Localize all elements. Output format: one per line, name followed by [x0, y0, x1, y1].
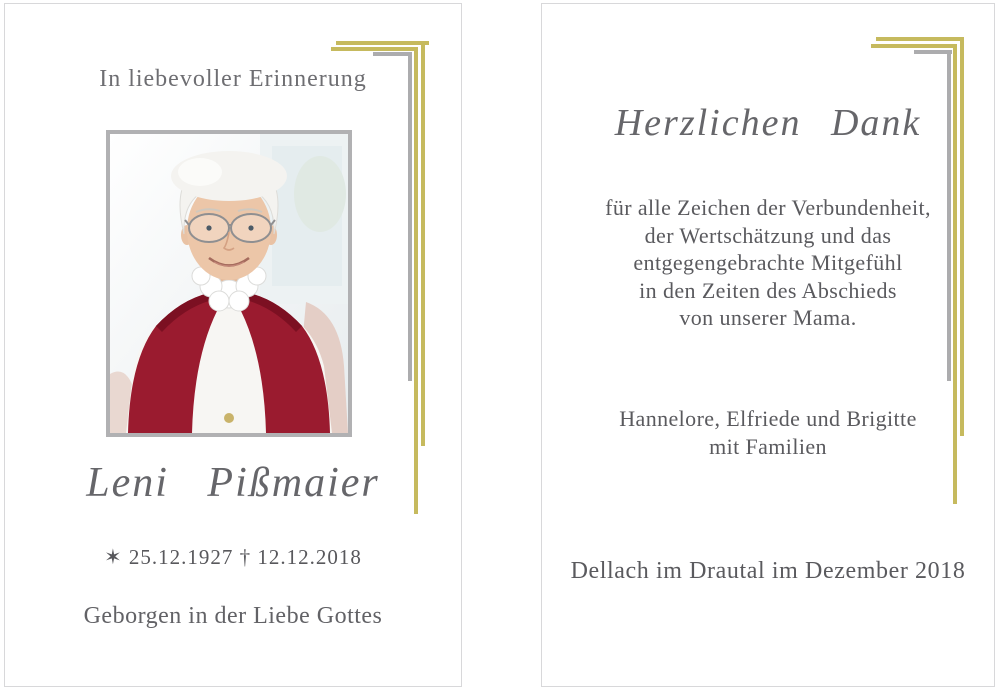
corner-ornament-gold-line [421, 41, 425, 446]
portrait-photo-illustration [110, 134, 348, 433]
corner-ornament-gold-line [871, 44, 954, 48]
corner-ornament-gold-line [336, 41, 429, 45]
thanks-body-line: für alle Zeichen der Verbundenheit, [605, 195, 931, 220]
family-names-line: Hannelore, Elfriede und Brigitte [619, 406, 917, 431]
memorial-card-front [4, 3, 462, 687]
thanks-body-line: in den Zeiten des Abschieds [639, 277, 897, 303]
thanks-body [542, 194, 994, 332]
corner-ornament-gold-line [414, 47, 418, 514]
memorial-card-back [541, 3, 995, 687]
place-and-date: Dellach im Drautal im Dezember 2018 [570, 558, 966, 584]
memorial-verse: Geborgen in der Liebe Gottes [83, 603, 383, 629]
family-names [542, 405, 994, 461]
thanks-body-line: von unserer Mama. [679, 305, 857, 330]
thanks-header: Herzlichen Dank [614, 102, 922, 144]
family-names-line: mit Familien [709, 434, 827, 459]
portrait-photo [106, 130, 352, 437]
thanks-body-line: entgegengebrachte Mitgefühl [633, 250, 903, 275]
corner-ornament-gray-line [373, 52, 412, 56]
birth-death-dates: ✶ 25.12.1927 † 12.12.2018 [104, 545, 362, 569]
memorial-header: In liebevoller Erinnerung [99, 66, 367, 92]
corner-ornament-gold-line [331, 47, 418, 51]
corner-ornament-gray-line [408, 52, 412, 381]
deceased-name: Leni Pißmaier [86, 460, 380, 506]
thanks-body-line: der Wertschätzung und das [644, 222, 892, 248]
corner-ornament-gold-line [876, 37, 964, 41]
